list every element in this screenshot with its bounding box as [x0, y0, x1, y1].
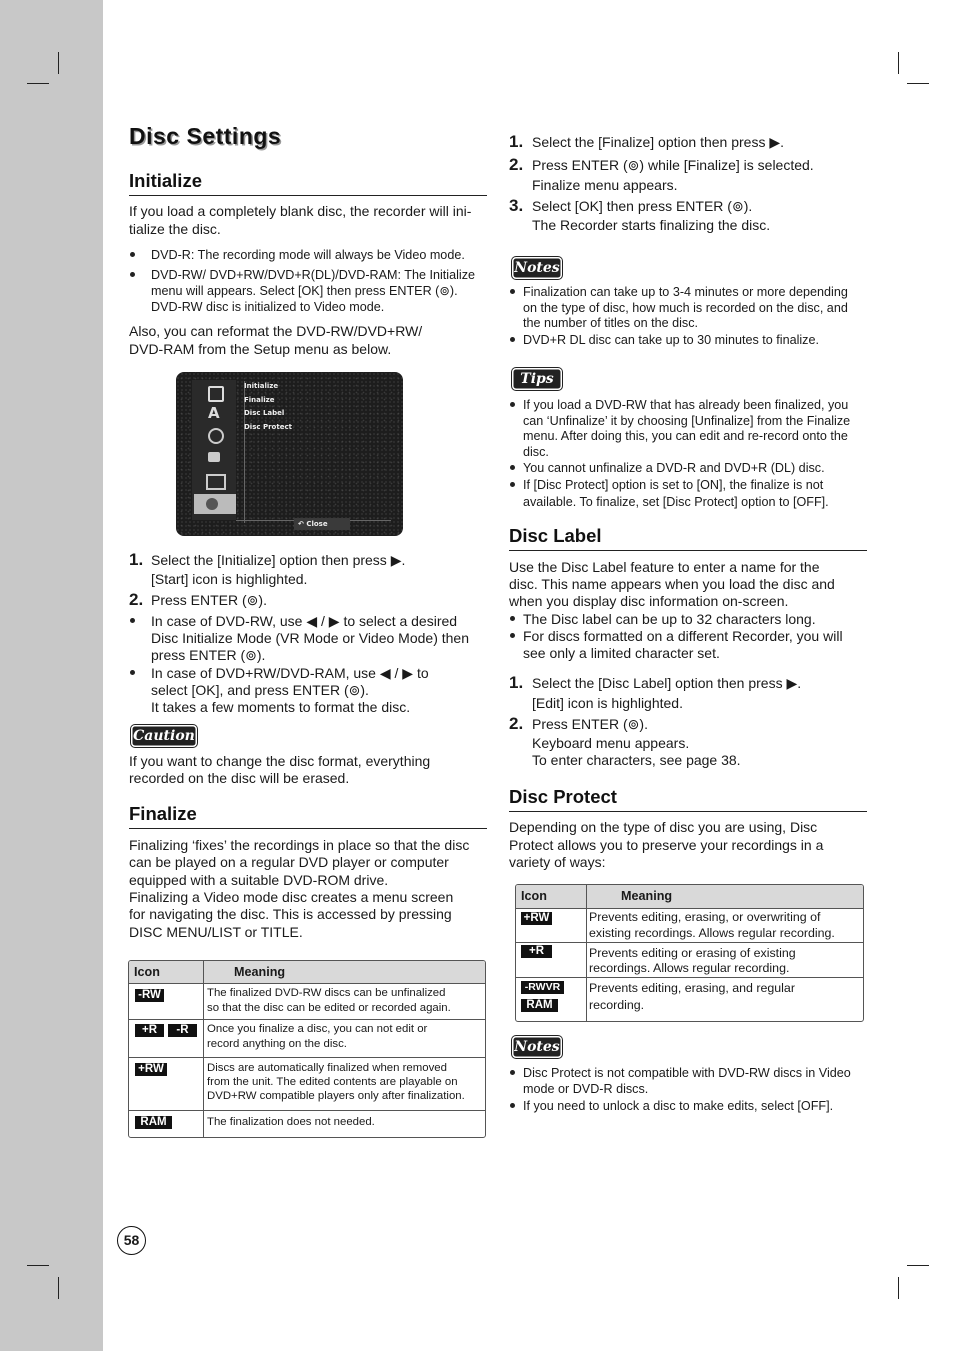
- table-header-meaning: Meaning: [621, 889, 673, 903]
- step-number: 2.: [509, 714, 524, 733]
- table-header-icon: Icon: [134, 965, 160, 979]
- disc-type-icon: RAM: [135, 1116, 172, 1129]
- paragraph-line: Also, you can reformat the DVD-RW/DVD+RW/: [129, 323, 423, 339]
- heading-rule: [509, 550, 867, 551]
- step-text: Press ENTER (⊚).: [151, 592, 267, 608]
- bullet: [510, 337, 515, 342]
- paragraph-line: can be played on a regular DVD player or computer: [129, 854, 449, 870]
- tips-badge: Tips: [512, 368, 562, 390]
- bullet-text: In case of DVD+RW/DVD-RAM, use ◀ / ▶ to: [151, 665, 429, 681]
- bullet: [510, 465, 515, 470]
- bullet: [510, 1103, 515, 1108]
- note-text: on the type of disc, how much is recorded on the disc, and: [523, 301, 848, 315]
- paragraph-line: If you load a completely blank disc, the recorder will ini-: [129, 203, 472, 219]
- bullet-text: Disc Initialize Mode (VR Mode or Video Mode) then: [151, 630, 470, 646]
- table-cell: Prevents editing, erasing, or overwriting of: [589, 910, 821, 924]
- step-number: 2.: [509, 155, 524, 174]
- crop-mark: [58, 52, 59, 74]
- note-text: Finalization can take up to 3-4 minutes or more depending: [523, 285, 848, 299]
- disc-protect-table: [515, 884, 864, 1022]
- table-cell: Prevents editing, erasing, and regular: [589, 981, 795, 995]
- menu-item: Disc Protect: [244, 422, 292, 431]
- disc-type-icon: +R: [521, 945, 552, 958]
- language-icon: A: [208, 404, 220, 422]
- step-text: Press ENTER (⊚).: [532, 716, 648, 732]
- bullet-text: press ENTER (⊚).: [151, 647, 266, 663]
- table-cell: recordings. Allows regular recording.: [589, 961, 790, 975]
- note-text: If you need to unlock a disc to make edits, select [OFF].: [523, 1099, 834, 1113]
- bullet-text: see only a limited character set.: [523, 645, 720, 661]
- caution-badge: Caution: [131, 725, 197, 747]
- bullet: [510, 289, 515, 294]
- paragraph-line: variety of ways:: [509, 854, 606, 870]
- step-number: 3.: [509, 196, 524, 215]
- tip-text: can ‘Unfinalize’ it by choosing [Unfinalize] from the Finalize: [523, 414, 851, 428]
- bullet-text: For discs formatted on a different Recorder, you will: [523, 628, 843, 644]
- table-cell: existing recordings. Allows regular recording.: [589, 926, 835, 940]
- table-cell: Once you finalize a disc, you can not edit or: [207, 1023, 428, 1035]
- table-header-icon: Icon: [521, 889, 547, 903]
- crop-mark: [58, 1277, 59, 1299]
- section-heading-finalize: Finalize: [129, 803, 197, 824]
- bullet: [510, 1070, 515, 1075]
- disc-type-icon: RAM: [521, 999, 558, 1012]
- table-cell: record anything on the disc.: [207, 1038, 347, 1050]
- bullet-text: DVD-RW disc is initialized to Video mode.: [151, 300, 385, 314]
- table-cell: The finalization does not needed.: [207, 1116, 375, 1128]
- paragraph-line: tialize the disc.: [129, 221, 221, 237]
- table-cell: Discs are automatically finalized when removed: [207, 1062, 447, 1074]
- paragraph-line: equipped with a suitable DVD-ROM drive.: [129, 872, 389, 888]
- paragraph-line: disc. This name appears when you load the disc and: [509, 576, 835, 592]
- menu-close-hint: ↶ Close: [294, 518, 350, 530]
- recording-icon: [206, 474, 226, 490]
- caution-text: recorded on the disc will be erased.: [129, 770, 350, 786]
- page-title: Disc Settings: [129, 123, 282, 149]
- table-cell: Prevents editing or erasing of existing: [589, 946, 796, 960]
- bullet-text: DVD-R: The recording mode will always be Video mode.: [151, 248, 465, 262]
- step-text: Finalize menu appears.: [532, 177, 678, 193]
- bullet-text: The Disc label can be up to 32 characters long.: [523, 611, 816, 627]
- paragraph-line: when you display disc information on-screen.: [509, 593, 789, 609]
- section-heading-disc-label: Disc Label: [509, 525, 602, 546]
- paragraph-line: Use the Disc Label feature to enter a name for the: [509, 559, 820, 575]
- step-text: Keyboard menu appears.: [532, 735, 690, 751]
- bullet-text: In case of DVD-RW, use ◀ / ▶ to select a desired: [151, 613, 458, 629]
- bullet: [130, 252, 135, 257]
- heading-rule: [129, 195, 487, 196]
- paragraph-line: DVD-RAM from the Setup menu as below.: [129, 341, 392, 357]
- step-text: [Edit] icon is highlighted.: [532, 695, 683, 711]
- disc-type-icon: -RW: [135, 989, 164, 1002]
- paragraph-line: Protect allows you to preserve your recordings in a: [509, 837, 824, 853]
- note-text: DVD+R DL disc can take up to 30 minutes to finalize.: [523, 333, 819, 347]
- menu-items: [244, 380, 292, 434]
- menu-item: Disc Label: [244, 409, 285, 417]
- step-text: Press ENTER (⊚) while [Finalize] is selected.: [532, 157, 814, 173]
- tip-text: You cannot unfinalize a DVD-R and DVD+R (DL) disc.: [523, 461, 825, 475]
- paragraph-line: Depending on the type of disc you are using, Disc: [509, 819, 818, 835]
- tip-text: menu. After doing this, you can edit and re-record onto the: [523, 429, 848, 443]
- section-heading-disc-protect: Disc Protect: [509, 786, 617, 807]
- bullet: [510, 633, 515, 638]
- step-text: The Recorder starts finalizing the disc.: [532, 217, 771, 233]
- audio-icon: [208, 428, 224, 444]
- crop-mark: [27, 83, 49, 84]
- step-text: Select [OK] then press ENTER (⊚).: [532, 198, 753, 214]
- bullet: [510, 402, 515, 407]
- section-heading-initialize: Initialize: [129, 170, 202, 191]
- tip-text: If you load a DVD-RW that has already been finalized, you: [523, 398, 849, 412]
- step-text: To enter characters, see page 38.: [532, 752, 741, 768]
- heading-rule: [129, 828, 487, 829]
- return-icon: ↶: [298, 520, 304, 528]
- bullet: [510, 616, 515, 621]
- table-header-meaning: Meaning: [234, 965, 286, 979]
- crop-mark: [898, 1277, 899, 1299]
- tip-text: disc.: [523, 445, 549, 459]
- disc-icon: [208, 386, 224, 402]
- caution-text: If you want to change the disc format, everything: [129, 753, 431, 769]
- table-cell: The finalized DVD-RW discs can be unfinalized: [207, 987, 446, 999]
- notes-badge: Notes: [512, 1036, 562, 1058]
- table-cell: so that the disc can be edited or recorded again.: [207, 1002, 451, 1014]
- disc-type-icon: +RW: [135, 1063, 167, 1076]
- crop-mark: [907, 1265, 929, 1266]
- bullet-text: menu will appears. Select [OK] then press ENTER (⊚).: [151, 284, 458, 298]
- page-margin-band: [0, 0, 103, 1351]
- disc-type-icon: +R: [135, 1024, 164, 1037]
- step-number: 1.: [129, 550, 144, 569]
- table-cell: DVD+RW compatible players only after finalization.: [207, 1090, 465, 1102]
- step-text: Select the [Initialize] option then press ▶.: [151, 552, 406, 568]
- disc-type-icon: -RWVR: [521, 981, 564, 994]
- tip-text: If [Disc Protect] option is set to [ON], the finalize is not: [523, 478, 824, 492]
- step-text: Select the [Disc Label] option then press ▶.: [532, 675, 802, 691]
- table-header: [129, 961, 485, 984]
- bullet-text: select [OK], and press ENTER (⊚).: [151, 682, 369, 698]
- setup-menu-screenshot: [176, 372, 403, 536]
- paragraph-line: for navigating the disc. This is accessed by pressing: [129, 906, 452, 922]
- table-cell: from the unit. The edited contents are playable on: [207, 1076, 458, 1088]
- disc-type-icon: +RW: [521, 912, 552, 925]
- note-text: Disc Protect is not compatible with DVD-RW discs in Video: [523, 1066, 851, 1080]
- heading-rule: [509, 811, 867, 812]
- table-cell: recording.: [589, 998, 645, 1012]
- paragraph-line: Finalizing ‘fixes’ the recordings in place so that the disc: [129, 837, 470, 853]
- bullet: [130, 272, 135, 277]
- step-number: 2.: [129, 590, 144, 609]
- lock-icon: [208, 452, 220, 462]
- step-text: [Start] icon is highlighted.: [151, 571, 308, 587]
- crop-mark: [898, 52, 899, 74]
- crop-mark: [27, 1265, 49, 1266]
- page-number: 58: [117, 1226, 146, 1255]
- bullet: [130, 618, 135, 623]
- table-header: [516, 885, 863, 909]
- step-number: 1.: [509, 132, 524, 151]
- menu-item: Finalize: [244, 395, 275, 404]
- notes-badge: Notes: [512, 257, 562, 279]
- finalize-table: [128, 960, 486, 1138]
- note-text: mode or DVD-R discs.: [523, 1082, 649, 1096]
- paragraph-line: Finalizing a Video mode disc creates a menu screen: [129, 889, 454, 905]
- bullet-text: DVD-RW/ DVD+RW/DVD+R(DL)/DVD-RAM: The Initialize: [151, 268, 475, 282]
- bullet: [510, 482, 515, 487]
- paragraph-line: DISC MENU/LIST or TITLE.: [129, 924, 303, 940]
- bullet-text: It takes a few moments to format the disc.: [151, 699, 411, 715]
- step-text: Select the [Finalize] option then press ▶.: [532, 134, 785, 150]
- note-text: the number of titles on the disc.: [523, 316, 699, 330]
- bullet: [130, 670, 135, 675]
- step-number: 1.: [509, 673, 524, 692]
- crop-mark: [907, 83, 929, 84]
- tip-text: available. To finalize, set [Disc Protect] option to [OFF].: [523, 495, 829, 509]
- disc-type-icon: -R: [168, 1024, 197, 1037]
- menu-item: Initialize: [244, 382, 279, 390]
